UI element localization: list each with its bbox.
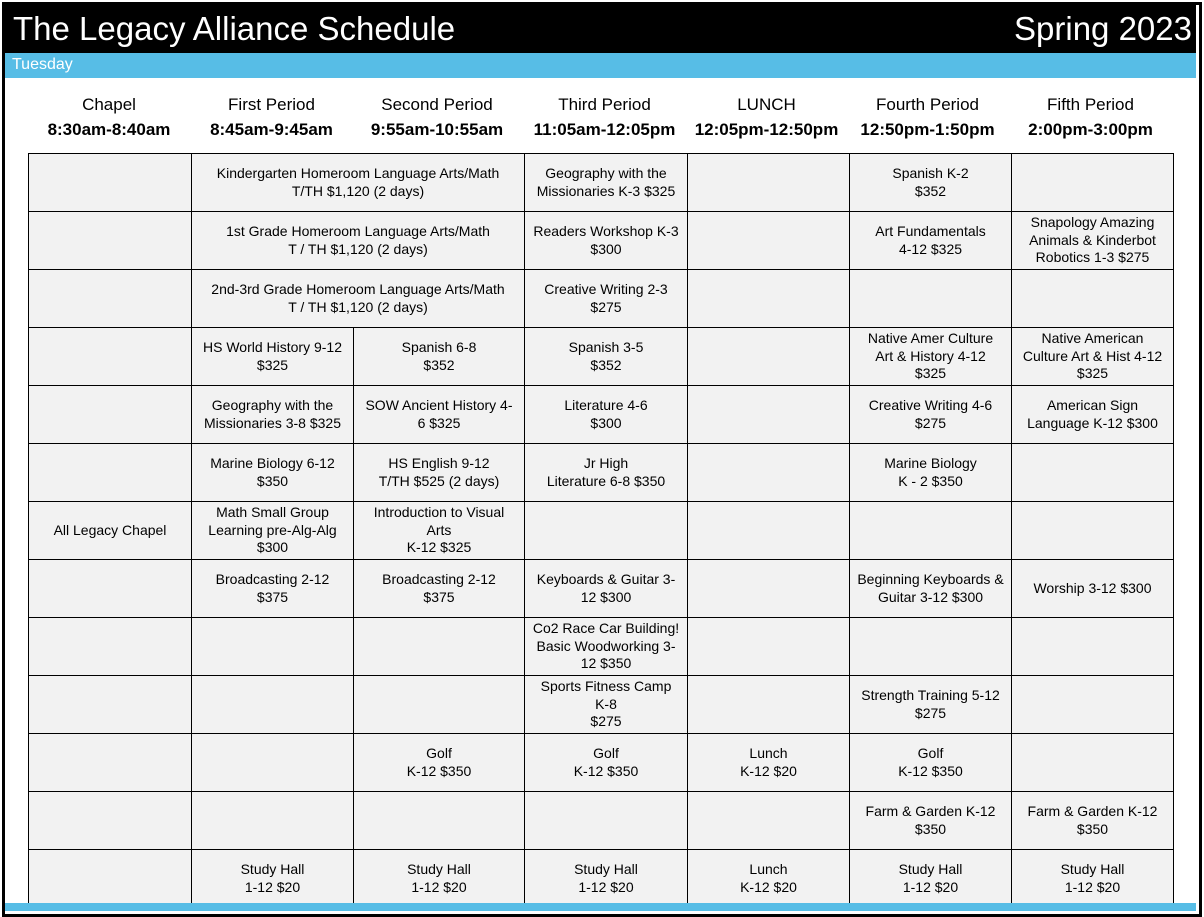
lunch-cell xyxy=(688,444,850,502)
class-cell: Farm & Garden K-12 $350 xyxy=(850,792,1012,850)
header-fifth-period xyxy=(1009,92,1172,142)
table-row xyxy=(29,792,1174,850)
class-cell: Keyboards & Guitar 3- 12 $300 xyxy=(525,560,688,618)
table-row xyxy=(29,676,1174,734)
header-time: 12:05pm-12:50pm xyxy=(694,120,839,139)
class-cell: American Sign Language K-12 $300 xyxy=(1012,386,1174,444)
header-time: 2:00pm-3:00pm xyxy=(1028,120,1153,139)
class-cell: Snapology Amazing Animals & Kinderbot Robotics 1-3 $275 xyxy=(1012,212,1174,270)
class-cell: Study Hall 1-12 $20 xyxy=(354,850,525,908)
lunch-cell: Lunch K-12 $20 xyxy=(688,850,850,908)
class-cell: Co2 Race Car Building! Basic Woodworking 3- 12 $350 xyxy=(525,618,688,676)
header-name: First Period xyxy=(228,95,315,114)
chapel-cell xyxy=(29,386,192,444)
class-cell xyxy=(354,792,525,850)
class-cell: Math Small Group Learning pre-Alg-Alg $300 xyxy=(192,502,354,560)
class-cell: 1st Grade Homeroom Language Arts/Math T / TH $1,120 (2 days) xyxy=(192,212,525,270)
day-label: Tuesday xyxy=(12,56,73,73)
class-cell xyxy=(1012,154,1174,212)
class-cell: Geography with the Missionaries K-3 $325 xyxy=(525,154,688,212)
class-cell xyxy=(1012,618,1174,676)
class-cell xyxy=(1012,734,1174,792)
header-name: Third Period xyxy=(558,95,651,114)
chapel-cell xyxy=(29,328,192,386)
lunch-cell xyxy=(688,560,850,618)
table-row xyxy=(29,270,1174,328)
table-row xyxy=(29,734,1174,792)
class-cell: Study Hall 1-12 $20 xyxy=(1012,850,1174,908)
header-time: 11:05am-12:05pm xyxy=(533,120,676,139)
lunch-cell xyxy=(688,792,850,850)
class-cell: SOW Ancient History 4- 6 $325 xyxy=(354,386,525,444)
class-cell: Marine Biology 6-12 $350 xyxy=(192,444,354,502)
class-cell: Strength Training 5-12 $275 xyxy=(850,676,1012,734)
class-cell: Geography with the Missionaries 3-8 $325 xyxy=(192,386,354,444)
class-cell: Farm & Garden K-12 $350 xyxy=(1012,792,1174,850)
table-row xyxy=(29,212,1174,270)
class-cell xyxy=(850,618,1012,676)
class-cell xyxy=(192,734,354,792)
lunch-cell xyxy=(688,270,850,328)
day-bar xyxy=(5,53,1196,78)
class-cell: Spanish 3-5 $352 xyxy=(525,328,688,386)
schedule-title: The Legacy Alliance Schedule xyxy=(13,10,456,47)
chapel-cell xyxy=(29,734,192,792)
class-cell xyxy=(354,618,525,676)
class-cell: Golf K-12 $350 xyxy=(850,734,1012,792)
class-cell: Creative Writing 2-3 $275 xyxy=(525,270,688,328)
chapel-cell xyxy=(29,792,192,850)
schedule-table xyxy=(28,153,1174,908)
class-cell xyxy=(850,270,1012,328)
lunch-cell xyxy=(688,502,850,560)
bottom-bar xyxy=(5,903,1196,911)
chapel-cell xyxy=(29,270,192,328)
chapel-cell: All Legacy Chapel xyxy=(29,502,192,560)
table-row xyxy=(29,154,1174,212)
header-name: Fifth Period xyxy=(1047,95,1134,114)
class-cell: Study Hall 1-12 $20 xyxy=(192,850,354,908)
header-time: 12:50pm-1:50pm xyxy=(860,120,995,139)
chapel-cell xyxy=(29,444,192,502)
class-cell: Broadcasting 2-12 $375 xyxy=(354,560,525,618)
class-cell: Kindergarten Homeroom Language Arts/Math T/TH $1,120 (2 days) xyxy=(192,154,525,212)
class-cell: Spanish K-2 $352 xyxy=(850,154,1012,212)
table-row xyxy=(29,328,1174,386)
header-name: Chapel xyxy=(82,95,136,114)
class-cell xyxy=(192,676,354,734)
class-cell: Beginning Keyboards & Guitar 3-12 $300 xyxy=(850,560,1012,618)
term-label: Spring 2023 xyxy=(1014,10,1192,47)
header-name: LUNCH xyxy=(737,95,796,114)
class-cell: Worship 3-12 $300 xyxy=(1012,560,1174,618)
class-cell: Marine Biology K - 2 $350 xyxy=(850,444,1012,502)
class-cell: Introduction to Visual Arts K-12 $325 xyxy=(354,502,525,560)
class-cell: Broadcasting 2-12 $375 xyxy=(192,560,354,618)
class-cell xyxy=(1012,502,1174,560)
lunch-cell xyxy=(688,618,850,676)
chapel-cell xyxy=(29,560,192,618)
lunch-cell xyxy=(688,212,850,270)
class-cell: Jr High Literature 6-8 $350 xyxy=(525,444,688,502)
class-cell: Golf K-12 $350 xyxy=(525,734,688,792)
class-cell xyxy=(1012,270,1174,328)
class-cell: HS World History 9-12 $325 xyxy=(192,328,354,386)
class-cell xyxy=(192,618,354,676)
header-time: 9:55am-10:55am xyxy=(370,120,504,139)
header-time: 8:45am-9:45am xyxy=(210,120,333,139)
class-cell: Art Fundamentals 4-12 $325 xyxy=(850,212,1012,270)
header-second-period xyxy=(353,92,521,142)
class-cell: Study Hall 1-12 $20 xyxy=(850,850,1012,908)
header-first-period xyxy=(190,92,353,142)
chapel-cell xyxy=(29,154,192,212)
lunch-cell xyxy=(688,676,850,734)
class-cell: Native American Culture Art & Hist 4-12 $325 xyxy=(1012,328,1174,386)
class-cell: Literature 4-6 $300 xyxy=(525,386,688,444)
class-cell xyxy=(525,502,688,560)
class-cell xyxy=(850,502,1012,560)
header-time: 8:30am-8:40am xyxy=(47,120,171,139)
lunch-cell xyxy=(688,154,850,212)
lunch-cell xyxy=(688,386,850,444)
class-cell: Native Amer Culture Art & History 4-12 $325 xyxy=(850,328,1012,386)
title-bar xyxy=(5,5,1196,53)
class-cell xyxy=(1012,444,1174,502)
header-chapel xyxy=(28,92,190,142)
chapel-cell xyxy=(29,212,192,270)
table-row xyxy=(29,560,1174,618)
lunch-cell: Lunch K-12 $20 xyxy=(688,734,850,792)
class-cell xyxy=(525,792,688,850)
header-name: Second Period xyxy=(381,95,493,114)
class-cell: Golf K-12 $350 xyxy=(354,734,525,792)
table-row xyxy=(29,618,1174,676)
class-cell xyxy=(354,676,525,734)
class-cell: Creative Writing 4-6 $275 xyxy=(850,386,1012,444)
class-cell: 2nd-3rd Grade Homeroom Language Arts/Math T / TH $1,120 (2 days) xyxy=(192,270,525,328)
chapel-cell xyxy=(29,676,192,734)
header-fourth-period xyxy=(846,92,1009,142)
table-row xyxy=(29,386,1174,444)
class-cell: Spanish 6-8 $352 xyxy=(354,328,525,386)
class-cell: Readers Workshop K-3 $300 xyxy=(525,212,688,270)
table-row xyxy=(29,444,1174,502)
header-third-period xyxy=(521,92,688,142)
table-row xyxy=(29,502,1174,560)
class-cell: Study Hall 1-12 $20 xyxy=(525,850,688,908)
class-cell xyxy=(1012,676,1174,734)
header-name: Fourth Period xyxy=(876,95,979,114)
header-lunch xyxy=(685,92,848,142)
class-cell: HS English 9-12 T/TH $525 (2 days) xyxy=(354,444,525,502)
class-cell: Sports Fitness Camp K-8 $275 xyxy=(525,676,688,734)
lunch-cell xyxy=(688,328,850,386)
chapel-cell xyxy=(29,850,192,908)
class-cell xyxy=(192,792,354,850)
table-row xyxy=(29,850,1174,908)
chapel-cell xyxy=(29,618,192,676)
